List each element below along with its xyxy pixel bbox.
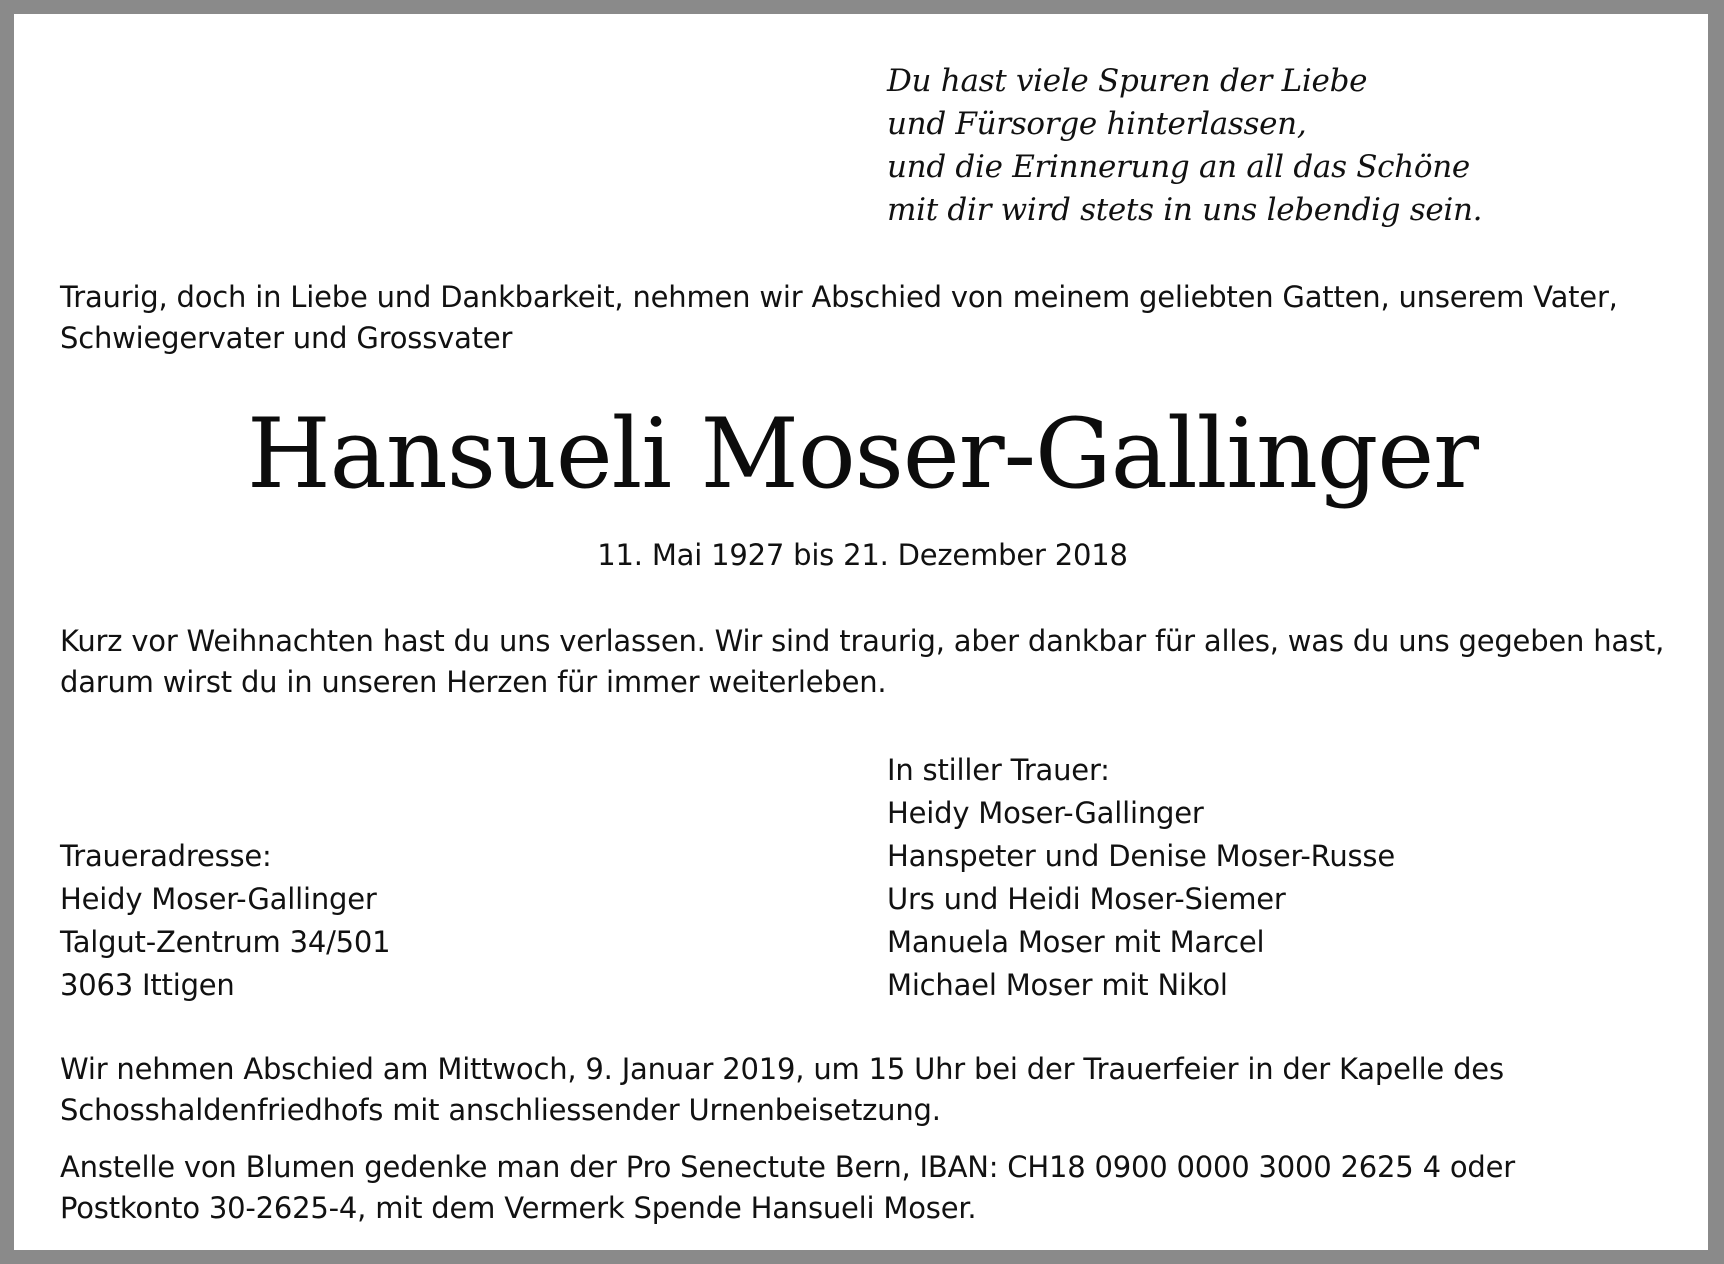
message-line: darum wirst du in unseren Herzen für immer weiterleben. [60, 665, 887, 699]
deceased-name: Hansueli Moser-Gallinger [246, 398, 1479, 510]
mourners-list [887, 749, 1395, 1007]
poem-line: und Fürsorge hinterlassen, [887, 106, 1307, 142]
life-dates: 11. Mai 1927 bis 21. Dezember 2018 [597, 538, 1128, 572]
intro-line: Schwiegervater und Grossvater [60, 321, 513, 355]
ceremony-line: Wir nehmen Abschied am Mittwoch, 9. Januar 2019, um 15 Uhr bei der Trauerfeier in der Kapelle des [60, 1052, 1504, 1086]
poem [887, 60, 1482, 232]
mourner-name: Manuela Moser mit Marcel [887, 925, 1265, 959]
intro-line: Traurig, doch in Liebe und Dankbarkeit, nehmen wir Abschied von meinem geliebten Gatten, unserem Vater, [60, 280, 1618, 314]
address-line: 3063 Ittigen [60, 968, 235, 1002]
message-line: Kurz vor Weihnachten hast du uns verlassen. Wir sind traurig, aber dankbar für alles, was du uns gegeben hast, [60, 624, 1665, 658]
mourner-name: Michael Moser mit Nikol [887, 968, 1228, 1002]
donation-line: Postkonto 30-2625-4, mit dem Vermerk Spende Hansueli Moser. [60, 1191, 977, 1225]
donation-notice [60, 1147, 1665, 1229]
ceremony-notice [60, 1049, 1665, 1131]
poem-line: mit dir wird stets in uns lebendig sein. [887, 192, 1483, 228]
address-heading: Traueradresse: [60, 839, 272, 873]
mourners-heading: In stiller Trauer: [887, 753, 1110, 787]
mourner-name: Urs und Heidi Moser-Siemer [887, 882, 1286, 916]
mourner-name: Hanspeter und Denise Moser-Russe [887, 839, 1395, 873]
donation-line: Anstelle von Blumen gedenke man der Pro Senectute Bern, IBAN: CH18 0900 0000 3000 2625 4 oder [60, 1150, 1515, 1184]
obituary-content [60, 14, 1665, 1250]
ceremony-line: Schosshaldenfriedhofs mit anschliessender Urnenbeisetzung. [60, 1093, 941, 1127]
obituary-page [14, 14, 1708, 1250]
intro-paragraph [60, 277, 1665, 359]
mourning-address [60, 835, 390, 1007]
poem-line: Du hast viele Spuren der Liebe [887, 63, 1368, 99]
farewell-message [60, 621, 1665, 703]
address-line: Talgut-Zentrum 34/501 [60, 925, 391, 959]
mourner-name: Heidy Moser-Gallinger [887, 796, 1204, 830]
address-line: Heidy Moser-Gallinger [60, 882, 377, 916]
poem-line: und die Erinnerung an all das Schöne [887, 149, 1470, 185]
